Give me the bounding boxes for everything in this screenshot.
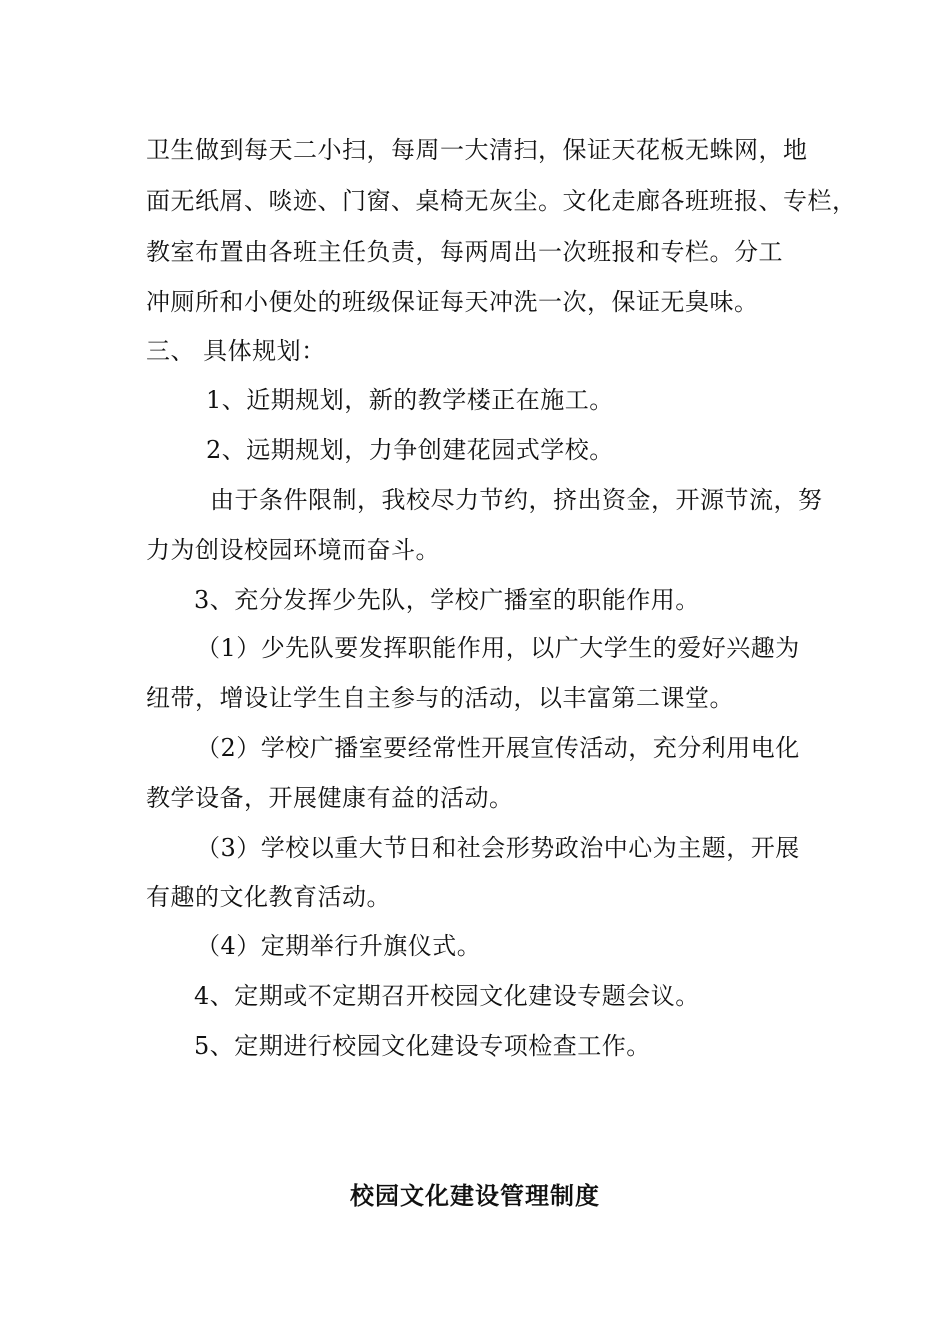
text-line-12: 纽带，增设让学生自主参与的活动，以丰富第二课堂。	[146, 684, 734, 712]
text-line-6: 1、近期规划，新的教学楼正在施工。	[206, 386, 614, 414]
text-line-4: 冲厕所和小便处的班级保证每天冲洗一次，保证无臭味。	[146, 288, 759, 316]
text-line-13: （2）学校广播室要经常性开展宣传活动，充分利用电化	[196, 734, 800, 762]
section-heading-3: 三、 具体规划：	[146, 337, 326, 365]
text-line-1: 卫生做到每天二小扫，每周一大清扫，保证天花板无蛛网，地	[146, 136, 808, 164]
text-line-19: 5、定期进行校园文化建设专项检查工作。	[194, 1032, 651, 1060]
text-line-8: 由于条件限制，我校尽力节约，挤出资金，开源节流，努	[210, 486, 823, 514]
text-line-7: 2、远期规划，力争创建花园式学校。	[206, 436, 614, 464]
text-line-9: 力为创设校园环境而奋斗。	[146, 536, 440, 564]
text-line-10: 3、充分发挥少先队，学校广播室的职能作用。	[194, 586, 700, 614]
text-line-2: 面无纸屑、啖迹、门窗、桌椅无灰尘。文化走廊各班班报、专栏，	[146, 187, 857, 215]
text-line-15: （3）学校以重大节日和社会形势政治中心为主题，开展	[196, 834, 800, 862]
text-line-17: （4）定期举行升旗仪式。	[196, 932, 482, 960]
section-title: 校园文化建设管理制度	[350, 1181, 600, 1210]
text-line-18: 4、定期或不定期召开校园文化建设专题会议。	[194, 982, 700, 1010]
text-line-11: （1）少先队要发挥职能作用，以广大学生的爱好兴趣为	[196, 634, 800, 662]
text-line-16: 有趣的文化教育活动。	[146, 883, 391, 911]
text-line-3: 教室布置由各班主任负责，每两周出一次班报和专栏。分工	[146, 238, 783, 266]
text-line-14: 教学设备，开展健康有益的活动。	[146, 784, 514, 812]
